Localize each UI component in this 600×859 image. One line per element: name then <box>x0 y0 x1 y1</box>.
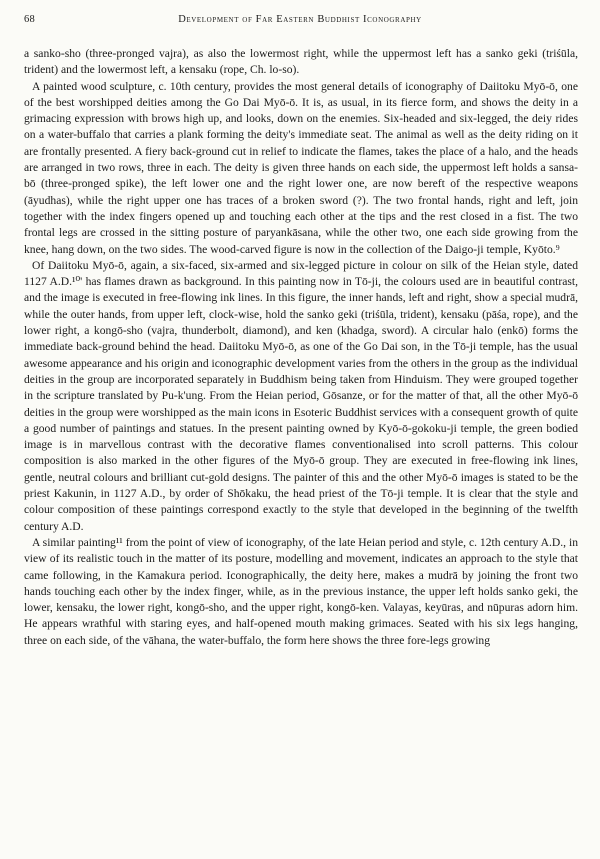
page-number: 68 <box>24 14 36 25</box>
running-header <box>24 14 576 30</box>
running-title: Development of Far Eastern Buddhist Iconography <box>178 14 422 25</box>
paragraph-continuation: a sanko-sho (three-pronged vajra), as also the lowermost right, while the uppermost left has a sanko geki (triśūla, trident) and the lowermost left, a kensaku (rope, Ch. lo-so). <box>24 47 578 77</box>
paragraph-similar-painting: A similar painting¹¹ from the point of view of iconography, of the late Heian period and style, c. 12th century A.D., in view of its realistic touch in the matter of its posture, modelling and movement, indicates an approach to the style that came following, in the Kamakura period. Iconographically, the deity here, makes a mudrā by joining the front two hands touching each other by the index finger, while, as in the previous instance, the upper left holds sanko geki, the lower, kensaku, the lower right, kongō-sho, and the upper right, kongō-ken. Valayas, keyūras, and nūpuras adorn him. He appears wrathful with staring eyes, and half-opened mouth making grimaces. Seated with his six legs hanging, three on each side, of the vāhana, the water-buffalo, the form here shows the three fore-legs growing <box>24 535 578 647</box>
paragraph-silk-painting: Of Daiitoku Myō-ō, again, a six-faced, six-armed and six-legged picture in colour on silk of the Heian style, dated 1127 A.D.¹⁰' has flames drawn as background. In this painting now in Tō-ji, the colours used are in beautiful contrast, and the image is executed in free-flowing ink lines. In this figure, the inner hands, left and right, show a special mudrā, while the outer hands, from upper left, clock-wise, hold the sanko geki (triśūla, trident), kensaku (pāśa, rope), and the lower right, a kongō-sho (vajra, thunderbolt, diamond), and ken (khadga, sword). A circular halo (enkō) forms the immediate back-ground behind the head. Daiitoku Myō-ō, as one of the Go Dai son, in the Tō-ji temple, has the usual awesome appearance and his origin and iconographic development varies from the others in the group as the individual deities in the group are incorporated separately in Buddhism being taken from Hinduism. They were grouped together in the scripture translated by Pu-k'ung. From the Heian period, Gōsanze, or for the matter of that, all the other Myō-ō deities in the group were worshipped as the main icons in Esoteric Buddhist services with a consequent growth of quite a good number of paintings and statues. In the present painting owned by Kyō-ō-gokoku-ji temple, the green bodied image is in marvellous contrast with the decorative flames conventionalised into scroll patterns. This colour composition is also marked in the other figures of the Myō-ō group. They are executed in free-flowing ink lines, gentle, neutral colours and brilliant cut-gold designs. The painter of this and the other Myō-ō images is stated to be the priest Kakunin, in 1127 A.D., by order of Shōkaku, the head priest of the Tō-ji temple. It is clear that the style and colour composition of these paintings correspond exactly to the style that developed in the beginning of the twelfth century A.D. <box>24 258 578 533</box>
body-text <box>24 46 578 649</box>
paragraph-wood-sculpture: A painted wood sculpture, c. 10th century, provides the most general details of iconography of Daiitoku Myō-ō, one of the best worshipped deities among the Go Dai Myō-ō. It is, as usual, in its fierce form, and shows the deity in a grimacing expression with brows high up, and looks, down on the enemies. Six-headed and six-legged, the deiy rides on a water-buffalo that carries a plank forming the deity's immediate seat. The animal as well as the deity riding on it are frontally presented. A fiery back-ground cut in relief to indicate the flames, takes the place of a halo, and the heads are arranged in two rows, three in each. The deity is given three hands on each side, the uppermost left holds a sansa-bō (three-pronged spike), the left lower one and the right lower one, are now bereft of the respective weapons (āyudhas), while the right upper one has traces of a broken sword (?). The two frontal hands, right and left, join together with the index fingers opened up and touching each other at the tips and the rest closed in a fist. The two frontal legs are crossed in the sitting posture of paryankāsana, while the other two, one each side growing from the knee, hang down, on the two sides. The wood-carved figure is now in the collection of the Daigo-ji temple, Kyōto.⁹ <box>24 79 578 256</box>
